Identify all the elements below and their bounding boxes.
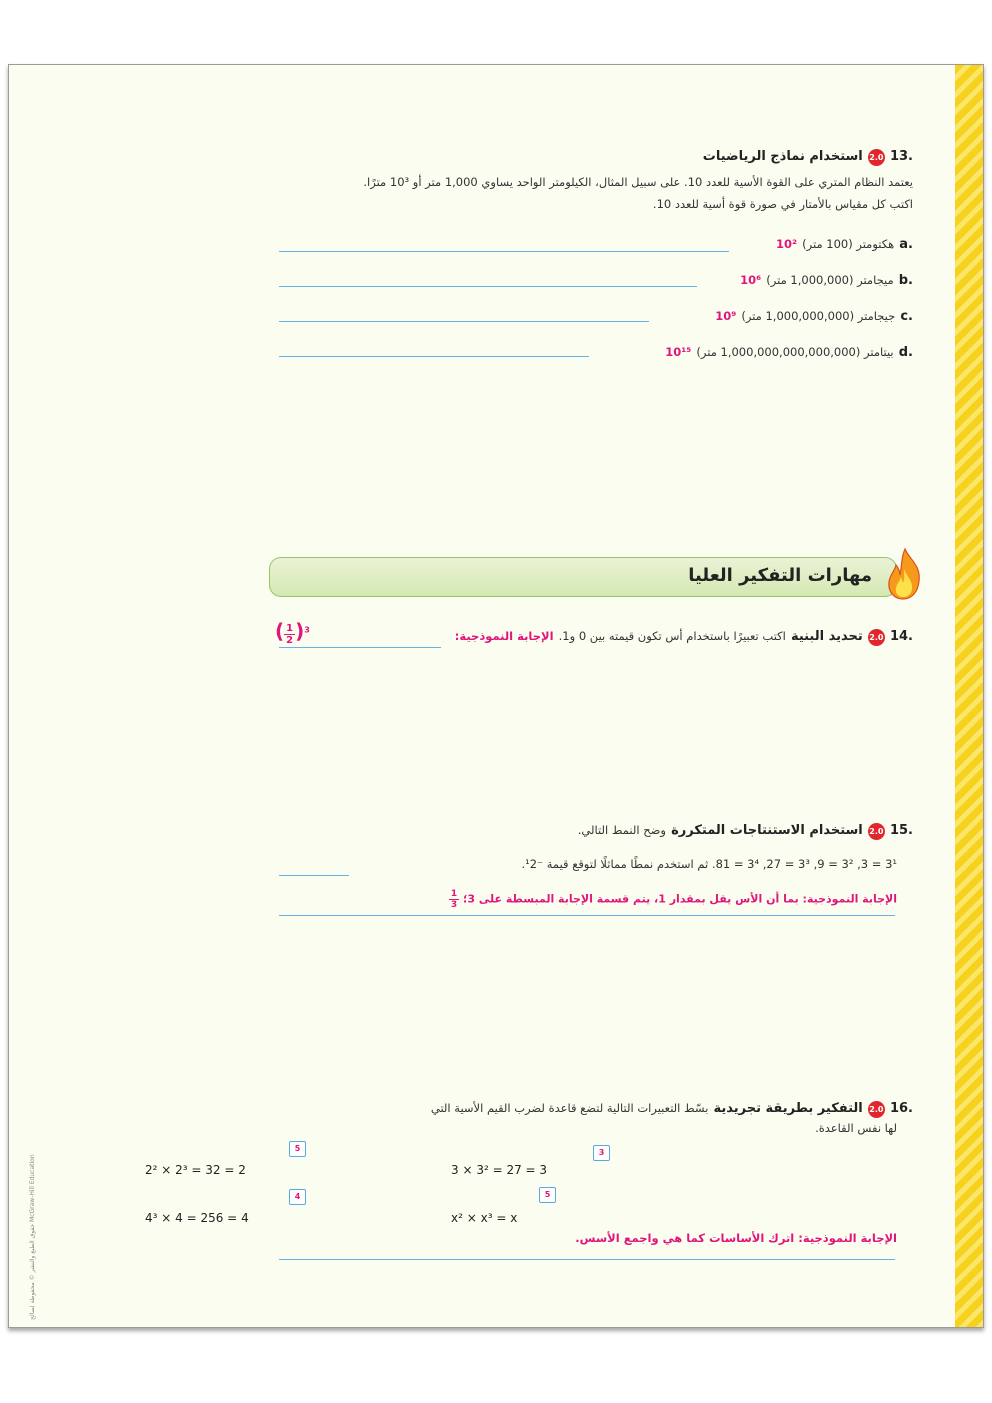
q14-answer-line	[279, 647, 441, 648]
q16-answer: الإجابة النموذجية: اترك الأساسات كما هي واجمع الأسس.	[575, 1231, 897, 1245]
q13-line2: اكتب كل مقياس بالأمتار في صورة قوة أسية للعدد 10.	[652, 197, 913, 211]
q15-badge-icon: 2.0	[868, 823, 885, 840]
q13-answer-line-a	[279, 251, 729, 252]
q13-title: استخدام نماذج الرياضيات	[702, 149, 863, 164]
q13-answer-b: 10⁶	[740, 273, 762, 287]
q16-eq4-exponent-box: 5	[539, 1187, 556, 1203]
banner-title: مهارات التفكير العليا	[688, 565, 872, 586]
q13-answer-d: 10¹⁵	[665, 345, 692, 359]
q15-header	[193, 819, 913, 840]
q16-eq3-exponent-box: 4	[289, 1189, 306, 1205]
q16-answer-line	[279, 1259, 895, 1260]
q16-header	[113, 1097, 913, 1118]
q13-header	[113, 145, 913, 166]
q16-title: التفكير بطريقة تجريدية	[713, 1101, 863, 1116]
q16-eq3: 4³ × 4 = 256 = 4	[145, 1211, 249, 1225]
q13-answer-line-b	[279, 286, 697, 287]
q15-number: .15	[889, 823, 913, 838]
q13-answer-c: 10⁹	[715, 309, 737, 323]
yellow-edge-stripe	[955, 65, 983, 1327]
q13-answer-line-d	[279, 356, 589, 357]
q14-text: اكتب تعبيرًا باستخدام أس تكون قيمته بين 0 و1.	[558, 629, 786, 643]
q15-title: استخدام الاستنتاجات المتكررة	[671, 823, 863, 838]
q13-item-d: .d بيتامتر (1,000,000,000,000,000 متر) 10¹⁵	[665, 345, 913, 360]
q13-line1: يعتمد النظام المتري على القوة الأسية للعدد 10. على سبيل المثال، الكيلومتر الواحد يساوي 1,000 متر أو 10³ مترًا.	[363, 175, 913, 189]
copyright-sidetext: حقوق الطبع والنشر © محفوظة لصالح McGraw-Hill Education	[29, 1154, 36, 1320]
q16-eq1: 2² × 2³ = 32 = 2	[145, 1163, 246, 1177]
q13-item-c: .c جيجامتر (1,000,000,000 متر) 10⁹	[715, 309, 913, 324]
q14-answer-fraction: $(\frac{1}{2})^3$	[275, 619, 310, 646]
q16-text2: لها نفس القاعدة.	[815, 1121, 897, 1135]
q15-answer-line-1	[279, 875, 349, 876]
q13-answer-a: 10²	[776, 237, 798, 251]
higher-thinking-banner	[269, 557, 897, 597]
q13-item-a: .a هكتومتر (100 متر) 10²	[776, 237, 913, 252]
q15-pattern: 3¹ = 3, 3² = 9, 3³ = 27, 3⁴ = 81. ثم استخدم نمطًا مماثلًا لتوقع قيمة ⁻¹2.	[521, 857, 897, 871]
q13-item-b: .b ميجامتر (1,000,000 متر) 10⁶	[740, 273, 913, 288]
q15-intro: وضح النمط التالي.	[577, 823, 666, 837]
q14-title: تحديد البنية	[790, 629, 863, 644]
q15-answer: الإجابة النموذجية: بما أن الأس يقل بمقدار 1، يتم قسمة الإجابة المبسطة على 3؛ $\frac{1}{3}$	[450, 889, 897, 910]
q16-eq4: x² × x³ = x	[451, 1211, 518, 1225]
q16-eq2-exponent-box: 3	[593, 1145, 610, 1161]
worksheet-page	[8, 64, 984, 1328]
q13-number: .13	[889, 149, 913, 164]
q16-text: بسّط التعبيرات التالية لتضع قاعدة لضرب القيم الأسية التي	[430, 1101, 709, 1115]
flame-icon	[885, 547, 925, 601]
q14-number: .14	[889, 629, 913, 644]
q16-eq2: 3 × 3² = 27 = 3	[451, 1163, 548, 1177]
q16-number: .16	[889, 1101, 913, 1116]
q14-badge-icon: 2.0	[868, 629, 885, 646]
q13-answer-line-c	[279, 321, 649, 322]
q13-badge-icon: 2.0	[868, 149, 885, 166]
q16-badge-icon: 2.0	[868, 1101, 885, 1118]
q14-answer-label: الإجابة النموذجية:	[454, 629, 554, 643]
q15-answer-line-2	[279, 915, 895, 916]
q16-eq1-exponent-box: 5	[289, 1141, 306, 1157]
